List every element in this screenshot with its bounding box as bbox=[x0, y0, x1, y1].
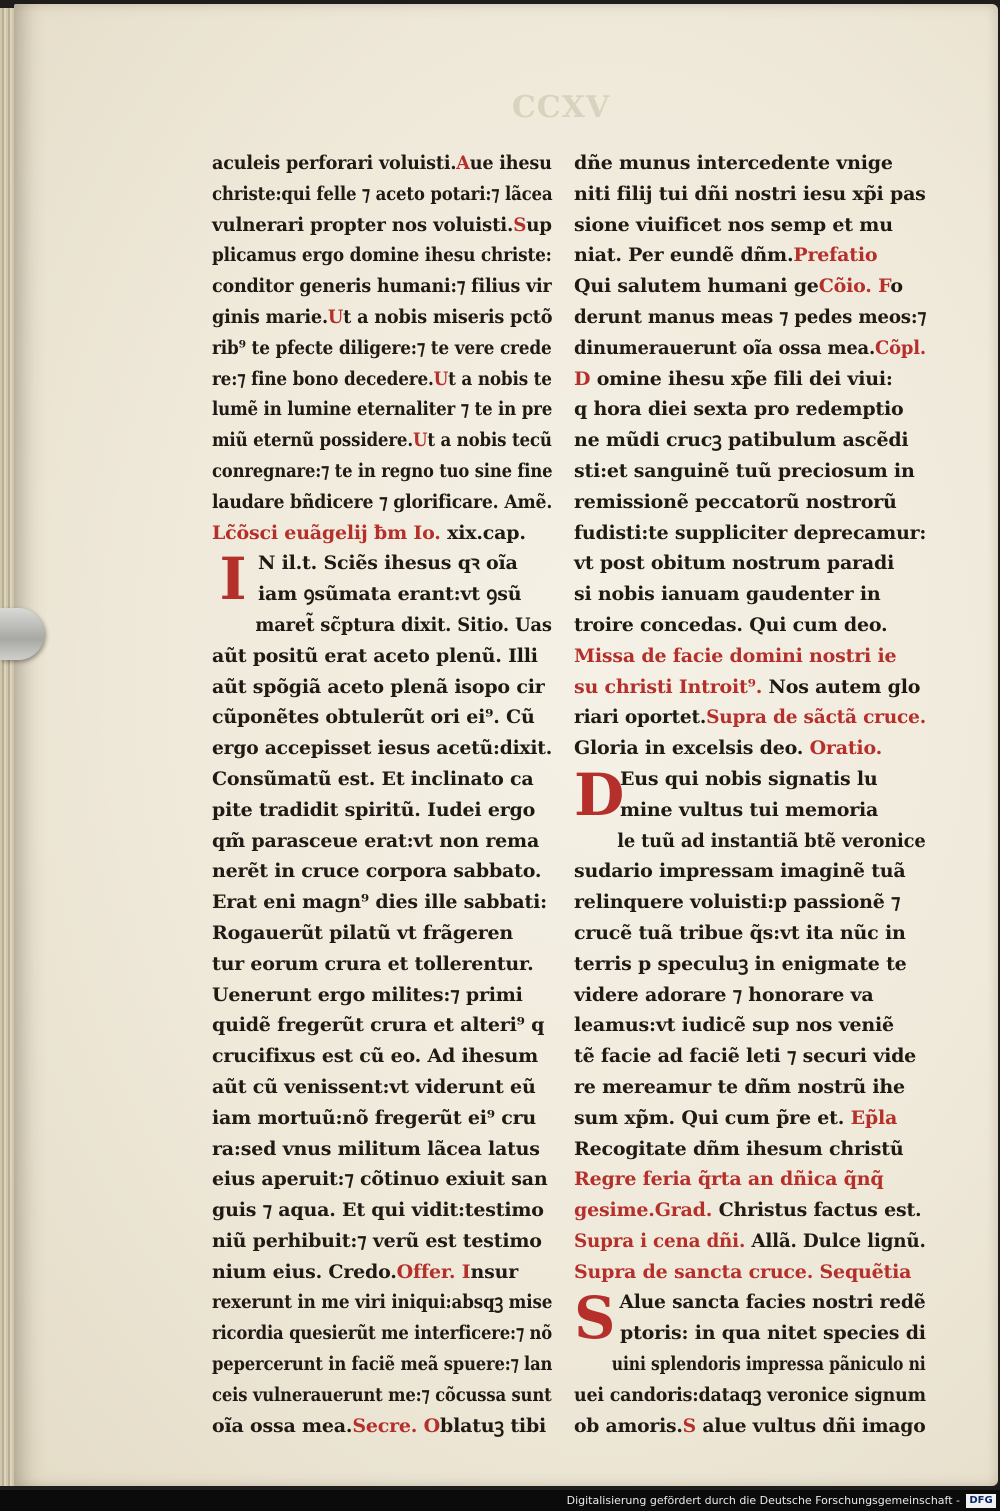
text-segment: Christus factus est. bbox=[712, 1199, 922, 1222]
text-segment: conregnare:⁊ te in regno tuo sine fine bbox=[212, 459, 553, 482]
text-segment: ne mũdi crucꝫ patibulum ascẽdi bbox=[574, 429, 909, 452]
text-segment: mine vultus tui memoria bbox=[620, 798, 879, 821]
text-segment: t a nobis miseris pctõ bbox=[343, 305, 553, 328]
text-line bbox=[212, 1195, 552, 1226]
text-line bbox=[574, 826, 926, 857]
text-segment: t a nobis tecũ bbox=[427, 429, 552, 452]
text-segment: nerẽt in cruce corpora sabbato. bbox=[212, 860, 542, 883]
text-line bbox=[212, 487, 553, 518]
text-line bbox=[212, 425, 552, 456]
rubric-text: Supra i cena dñi. bbox=[574, 1229, 746, 1252]
text-segment: nium eius. Credo. bbox=[212, 1260, 397, 1283]
text-line bbox=[574, 333, 926, 364]
rubric-text: I bbox=[461, 1260, 471, 1283]
text-line bbox=[574, 1411, 926, 1442]
text-segment: rexerunt in me viri iniqui:absqꝫ mise bbox=[212, 1291, 553, 1314]
text-segment: christe:qui felle ⁊ aceto potari:⁊ lãcea bbox=[212, 182, 553, 205]
text-segment: cũponẽtes obtulerũt ori ei⁹. Cũ bbox=[212, 706, 535, 729]
rubric-text: S bbox=[682, 1414, 697, 1437]
rubric-text: Missa de facie domini nostri ie bbox=[574, 644, 897, 667]
text-segment: re mereamur te dñm nostrũ ihe bbox=[574, 1075, 905, 1098]
text-segment: Gloria in excelsis deo. bbox=[574, 737, 804, 760]
text-line bbox=[212, 918, 552, 949]
running-head: CCXV bbox=[511, 90, 611, 125]
text-segment: q hora diei sexta pro redemptio bbox=[574, 398, 904, 421]
text-line bbox=[212, 271, 552, 302]
text-segment: plicamus ergo domine ihesu christe: bbox=[212, 244, 552, 267]
text-segment: rib⁹ te pfecte diligere:⁊ te vere crede bbox=[212, 336, 552, 359]
text-line bbox=[212, 1164, 552, 1195]
text-line bbox=[212, 672, 552, 703]
text-line bbox=[574, 148, 926, 179]
text-segment: terris p speculuꝫ in enigmate te bbox=[574, 952, 907, 975]
text-segment: vulnerari propter nos voluisti. bbox=[212, 213, 514, 236]
text-line bbox=[574, 240, 926, 271]
text-line bbox=[212, 949, 552, 980]
rubric-text: su christi Introit⁹. bbox=[574, 675, 763, 698]
text-segment: riari oportet. bbox=[574, 706, 707, 729]
text-segment: si nobis ianuam gaudenter in bbox=[574, 583, 881, 606]
text-column-right bbox=[574, 148, 927, 1437]
rubric-text: Supra de sãctã cruce. bbox=[706, 706, 926, 729]
rubric-text: D bbox=[574, 367, 591, 390]
text-segment: sudario impressam imaginẽ tuã bbox=[574, 860, 906, 883]
text-segment: aũt spõgiã aceto plenã isopo cir bbox=[212, 675, 545, 698]
text-line bbox=[212, 610, 552, 641]
dfg-logo: DFG bbox=[966, 1494, 996, 1508]
text-line bbox=[212, 210, 552, 241]
text-line bbox=[212, 302, 553, 333]
text-segment: niti filij tui dñi nostri iesu xp̃i pas bbox=[574, 182, 926, 205]
rubric-text: U bbox=[412, 429, 428, 452]
rubric-text: Lc̃õsci euãgelij ƀm Io. bbox=[212, 521, 441, 544]
text-segment: ricordia quesierũt me interficere:⁊ nõ bbox=[212, 1322, 553, 1345]
text-segment: omine ihesu xp̃e fili dei viui: bbox=[590, 367, 893, 390]
text-line bbox=[212, 1072, 552, 1103]
text-line bbox=[212, 364, 552, 395]
text-segment: blatuꝫ tibi bbox=[440, 1414, 547, 1437]
text-segment: quidẽ fregerũt crura et alteri⁹ q bbox=[212, 1014, 545, 1037]
text-line bbox=[574, 394, 926, 425]
rubric-text: U bbox=[327, 305, 344, 328]
text-line bbox=[212, 148, 552, 179]
decorated-initial: S bbox=[574, 1284, 616, 1353]
text-line bbox=[574, 210, 926, 241]
text-line bbox=[574, 949, 926, 980]
text-line bbox=[212, 702, 552, 733]
text-segment: ergo accepisset iesus acetũ:dixit. bbox=[212, 737, 553, 760]
text-segment: remissionẽ peccatorũ nostrorũ bbox=[574, 490, 897, 513]
digitization-footer bbox=[0, 1490, 1000, 1511]
text-line bbox=[574, 487, 926, 518]
text-line bbox=[574, 1041, 926, 1072]
text-segment: troire concedas. Qui cum deo. bbox=[574, 613, 888, 636]
text-line bbox=[212, 795, 552, 826]
text-line bbox=[574, 733, 926, 764]
text-line bbox=[212, 394, 553, 425]
text-segment: Rogauerũt pilatũ vt frãgeren bbox=[212, 921, 514, 944]
text-segment: pite tradidit spiritũ. Iudei ergo bbox=[212, 798, 536, 821]
text-segment: videre adorare ⁊ honorare va bbox=[574, 983, 874, 1006]
text-line bbox=[212, 1103, 552, 1134]
rubric-text: Cõio. bbox=[818, 275, 872, 298]
text-line bbox=[212, 1010, 552, 1041]
text-line bbox=[574, 1010, 926, 1041]
text-segment: t a nobis te bbox=[448, 367, 552, 390]
rubric-text: Secre. bbox=[352, 1414, 418, 1437]
text-segment: sti:et sanguinẽ tuũ preciosum in bbox=[574, 459, 915, 482]
rubric-text: gesime. bbox=[574, 1199, 655, 1222]
text-segment: aũt positũ erat aceto plenũ. Illi bbox=[212, 644, 538, 667]
text-segment: Nos autem glo bbox=[762, 675, 921, 698]
text-line bbox=[212, 1257, 552, 1288]
text-line bbox=[212, 179, 553, 210]
text-segment: Uenerunt ergo milites:⁊ primi bbox=[212, 983, 523, 1006]
text-line bbox=[574, 672, 926, 703]
rubric-text: Sequẽtia bbox=[819, 1260, 912, 1283]
text-segment: ue ihesu bbox=[469, 152, 552, 174]
text-line bbox=[212, 856, 552, 887]
text-segment: guis ⁊ aqua. Et qui vidit:testimo bbox=[212, 1199, 544, 1222]
text-segment: ptoris: in qua nitet species di bbox=[620, 1322, 926, 1345]
text-line bbox=[212, 733, 553, 764]
rubric-text: Regre feria q̃rta an dñica q̃nq̃ bbox=[574, 1168, 884, 1191]
text-segment: Qui salutem humani ge bbox=[574, 275, 819, 298]
text-line bbox=[574, 179, 926, 210]
text-line bbox=[212, 764, 552, 795]
text-line bbox=[212, 826, 552, 857]
text-line bbox=[574, 548, 926, 579]
rubric-text: Oratio. bbox=[803, 737, 883, 760]
text-line bbox=[212, 1287, 553, 1318]
text-line bbox=[574, 795, 926, 826]
text-line bbox=[212, 333, 552, 364]
text-line bbox=[212, 887, 552, 918]
text-segment: re:⁊ fine bono decedere. bbox=[212, 367, 434, 390]
text-segment: Eus qui nobis signatis lu bbox=[620, 767, 878, 790]
text-segment: Alue sancta facies nostri redẽ bbox=[619, 1291, 926, 1314]
text-line bbox=[574, 641, 926, 672]
text-line bbox=[574, 456, 926, 487]
text-line bbox=[212, 1349, 553, 1380]
text-segment: o bbox=[890, 275, 903, 298]
text-segment: le tuũ ad instantiã btẽ veronice bbox=[617, 829, 926, 852]
text-line bbox=[212, 240, 552, 271]
rubric-text: S bbox=[513, 213, 527, 236]
text-line bbox=[574, 887, 926, 918]
text-segment: crucifixus est cũ eo. Ad ihesum bbox=[212, 1045, 539, 1068]
rubric-text: Prefatio bbox=[793, 244, 878, 267]
text-line bbox=[574, 271, 926, 302]
text-segment: Consũmatũ est. Et inclinato ca bbox=[212, 767, 534, 790]
text-column-left bbox=[212, 148, 553, 1437]
text-segment: niũ perhibuit:⁊ verũ est testimo bbox=[212, 1229, 542, 1252]
text-segment: iam ꝯsũmata erant:vt ꝯsũ bbox=[258, 583, 522, 606]
text-segment: Erat eni magn⁹ dies ille sabbati: bbox=[212, 891, 547, 914]
text-segment: alue vultus dñi imago bbox=[696, 1414, 926, 1437]
text-line bbox=[574, 856, 926, 887]
text-line bbox=[212, 1226, 552, 1257]
text-line bbox=[574, 1103, 926, 1134]
text-line bbox=[574, 1257, 926, 1288]
text-segment: ginis marie. bbox=[212, 305, 328, 328]
text-line bbox=[212, 518, 552, 549]
text-segment: niat. Per eundẽ dñm. bbox=[574, 244, 794, 267]
text-segment: derunt manus meas ⁊ pedes meos:⁊ bbox=[574, 305, 927, 328]
text-segment: aũt cũ venissent:vt viderunt eũ bbox=[212, 1075, 536, 1098]
text-line bbox=[212, 980, 552, 1011]
text-segment: uei candoris:dataqꝫ veronice signum bbox=[574, 1383, 926, 1406]
text-segment: N il.t. Sciẽs ihesus qꝛ oĩa bbox=[258, 552, 518, 575]
text-segment: dinumerauerunt oĩa ossa mea. bbox=[574, 336, 876, 359]
text-line bbox=[574, 610, 926, 641]
rubric-text: F bbox=[878, 275, 891, 298]
text-segment: ceis vulnerauerunt me:⁊ cõcussa sunt bbox=[212, 1383, 552, 1406]
text-line bbox=[574, 980, 926, 1011]
text-segment: vt post obitum nostrum paradi bbox=[574, 552, 895, 575]
text-segment: lumẽ in lumine eternaliter ⁊ te in pre bbox=[212, 398, 553, 421]
text-line bbox=[574, 364, 926, 395]
text-line bbox=[574, 1195, 926, 1226]
rubric-text: Grad. bbox=[654, 1199, 713, 1222]
text-segment: sum xp̃m. Qui cum p̃re et. bbox=[574, 1106, 845, 1129]
text-line bbox=[212, 641, 552, 672]
decorated-initial: D bbox=[574, 760, 625, 829]
text-line bbox=[212, 1134, 552, 1165]
text-segment: relinquere voluisti:p passionẽ ⁊ bbox=[574, 891, 901, 914]
rubric-text: Cõpl. bbox=[875, 336, 926, 359]
text-segment: Recogitate dñm ihesum christũ bbox=[574, 1137, 904, 1160]
text-segment: pepercerunt in faciẽ meã spuere:⁊ lan bbox=[212, 1353, 553, 1376]
text-line bbox=[212, 456, 553, 487]
text-line bbox=[574, 518, 927, 549]
rubric-text: A bbox=[456, 152, 470, 174]
text-segment: sione viuificet nos semp et mu bbox=[574, 213, 893, 236]
text-segment: laudare bñdicere ⁊ glorificare. Amẽ. bbox=[212, 490, 553, 513]
text-segment: dñe munus intercedente vnige bbox=[574, 152, 893, 174]
text-segment: tur eorum crura et tollerentur. bbox=[212, 952, 534, 975]
text-segment: crucẽ tuã tribue q̃s:vt ita nũc in bbox=[574, 921, 906, 944]
text-segment: iam mortuũ:nõ fregerũt ei⁹ cru bbox=[212, 1106, 537, 1129]
text-segment: up bbox=[526, 213, 552, 236]
text-segment: ob amoris. bbox=[574, 1414, 683, 1437]
footer-text: Digitalisierung gefördert durch die Deutsche Forschungsgemeinschaft - bbox=[566, 1494, 960, 1507]
text-segment: oĩa ossa mea. bbox=[212, 1414, 353, 1437]
text-line bbox=[574, 302, 927, 333]
text-segment: Allã. Dulce lignũ. bbox=[745, 1229, 926, 1252]
text-segment: qm̃ parasceue erat:vt non rema bbox=[212, 829, 540, 852]
text-line bbox=[574, 1380, 926, 1411]
text-line bbox=[574, 702, 926, 733]
rubric-text: Supra de sancta cruce. bbox=[574, 1260, 814, 1283]
text-segment: xix.cap. bbox=[440, 521, 526, 544]
text-line bbox=[212, 1411, 552, 1442]
text-line bbox=[574, 918, 926, 949]
text-segment: fudisti:te suppliciter deprecamur: bbox=[574, 521, 927, 544]
text-line bbox=[212, 1041, 552, 1072]
text-line bbox=[212, 1380, 552, 1411]
text-segment: uini splendoris impressa pãniculo ni bbox=[611, 1353, 926, 1376]
text-segment: nsur bbox=[470, 1260, 519, 1283]
text-line bbox=[574, 1349, 926, 1380]
text-line bbox=[574, 1318, 926, 1349]
text-line bbox=[574, 1226, 926, 1257]
rubric-text: Ep̃la bbox=[844, 1106, 898, 1129]
decorated-initial: I bbox=[219, 545, 247, 614]
text-segment: eius aperuit:⁊ cõtinuo exiuit san bbox=[212, 1168, 548, 1191]
text-segment: miũ eternũ possidere. bbox=[212, 429, 413, 452]
text-line bbox=[212, 579, 552, 610]
rubric-text: U bbox=[433, 367, 449, 390]
text-segment: tẽ facie ad faciẽ leti ⁊ securi vide bbox=[574, 1045, 917, 1068]
text-segment: maret̃ sc̃ptura dixit. Sitio. Uas bbox=[255, 613, 552, 636]
rubric-text: Offer. bbox=[396, 1260, 456, 1283]
rubric-text: O bbox=[423, 1414, 441, 1437]
text-line bbox=[574, 1164, 926, 1195]
text-line bbox=[574, 579, 926, 610]
text-segment: ra:sed vnus militum lãcea latus bbox=[212, 1137, 540, 1160]
text-segment: leamus:vt iudicẽ sup nos veniẽ bbox=[574, 1014, 894, 1037]
text-line bbox=[212, 1318, 553, 1349]
text-line bbox=[574, 1134, 926, 1165]
text-line bbox=[574, 425, 926, 456]
text-segment: aculeis perforari voluisti. bbox=[212, 152, 457, 174]
text-segment: conditor generis humani:⁊ filius vir bbox=[212, 275, 552, 298]
text-line bbox=[574, 1072, 926, 1103]
